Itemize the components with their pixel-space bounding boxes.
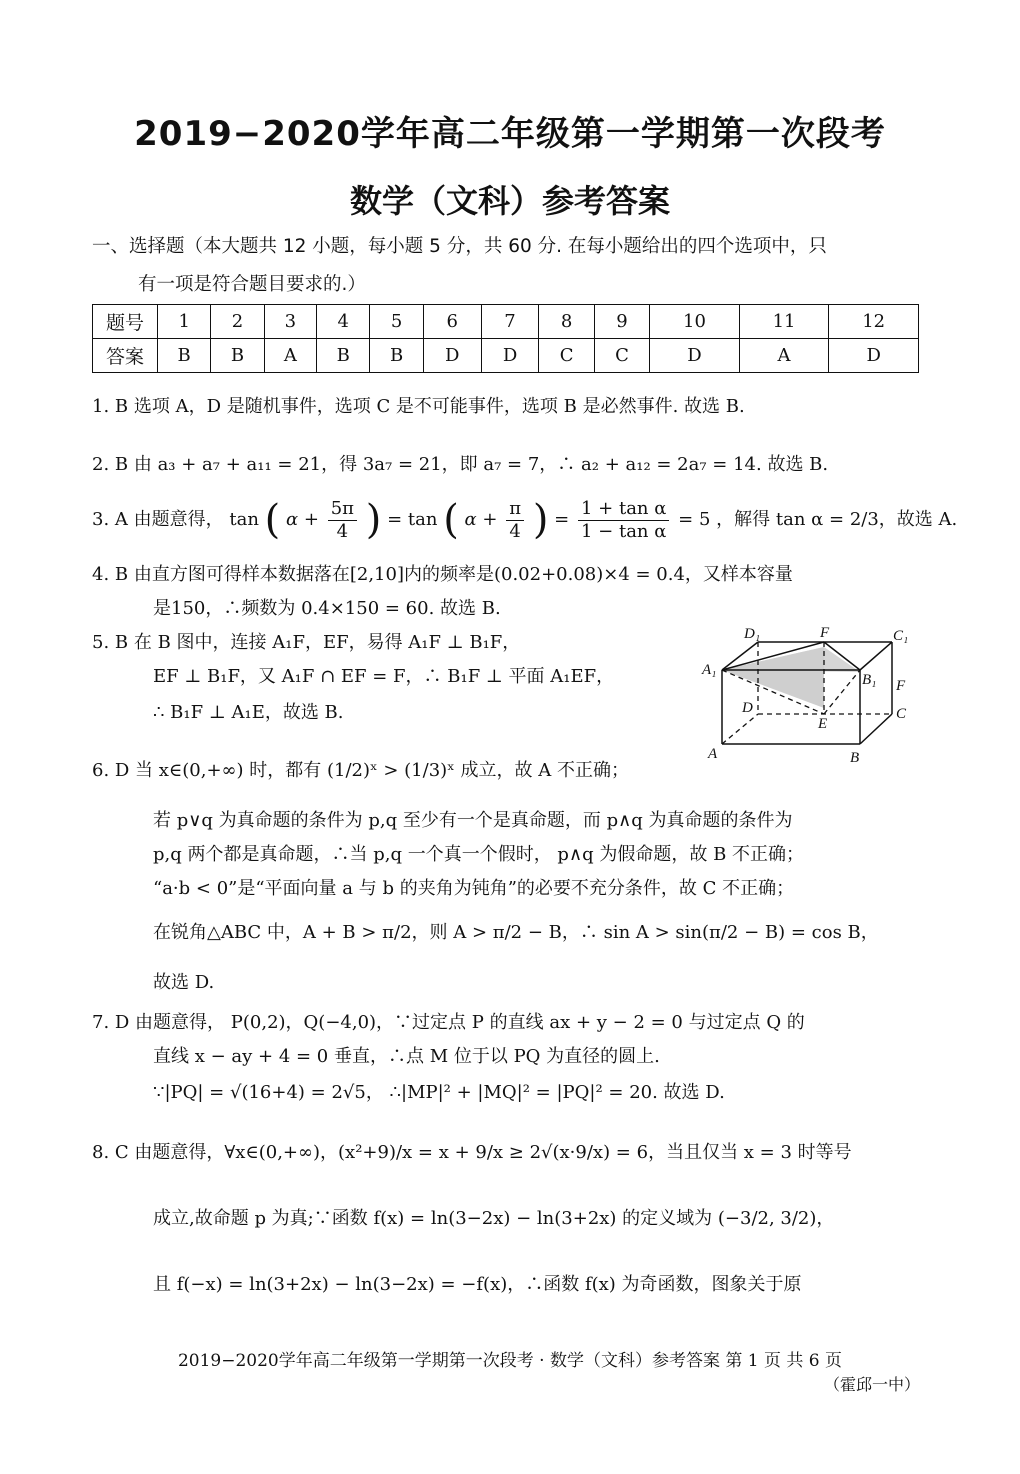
- table-cell: D: [650, 339, 740, 373]
- label-E: E: [818, 716, 828, 732]
- label-D: D: [742, 700, 753, 716]
- solution-6-line-3: p,q 两个都是真命题，∴当 p,q 一个真一个假时， p∧q 为假命题，故 B 不正确；: [153, 844, 805, 865]
- solution-4-line-2: 是150，∴频数为 0.4×150 = 60. 故选 B.: [153, 598, 501, 619]
- page-title: 2019−2020学年高二年级第一学期第一次段考: [134, 114, 886, 154]
- table-cell: A: [739, 339, 829, 373]
- solution-7-line-3: ∵|PQ| = √(16+4) = 2√5， ∴|MP|² + |MQ|² = |PQ|² = 20. 故选 D.: [153, 1082, 725, 1103]
- q3-tan: tan: [229, 509, 259, 530]
- solution-3: 3. A 由题意得， tan ( α + $\frac{5\pi}{4}$ ) = tan ( α + $\frac{\pi}{4}$ ) = $\frac{\text{1 + tan α}}{\text{1 − tan α}}$ = 5 ，解得 tan α = 2/3，故选 A.: [92, 497, 958, 543]
- table-cell: B: [158, 339, 211, 373]
- table-cell: 6: [423, 305, 481, 339]
- table-cell: 5: [370, 305, 423, 339]
- q3-alpha-1: α +: [286, 509, 319, 530]
- page-subtitle: 数学（文科）参考答案: [349, 182, 670, 220]
- cuboid-figure: [700, 622, 922, 772]
- solution-7-line-2: 直线 x − ay + 4 = 0 垂直，∴点 M 位于以 PQ 为直径的圆上.: [153, 1046, 660, 1067]
- table-row-answers: [93, 339, 919, 373]
- label-A1: A₁: [702, 662, 717, 678]
- table-cell: 10: [650, 305, 740, 339]
- table-cell: C: [539, 339, 594, 373]
- table-cell: B: [211, 339, 264, 373]
- solution-6-line-4: “a·b < 0”是“平面向量 a 与 b 的夹角为钝角”的必要不充分条件，故 C 不正确；: [153, 878, 795, 899]
- table-cell: 11: [739, 305, 829, 339]
- q3-eq-3: = 5: [678, 509, 711, 530]
- table-cell: D: [481, 339, 539, 373]
- table-header-answer: 答案: [93, 339, 158, 373]
- q3-eq-2: =: [554, 509, 570, 530]
- q3-alpha-2: α +: [464, 509, 498, 530]
- table-cell: D: [829, 339, 919, 373]
- table-cell: C: [594, 339, 649, 373]
- table-cell: 2: [211, 305, 264, 339]
- solution-8-line-3: 且 f(−x) = ln(3+2x) − ln(3−2x) = −f(x)，∴函数 f(x) 为奇函数，图象关于原: [153, 1274, 802, 1295]
- table-cell: 3: [264, 305, 316, 339]
- table-cell: B: [370, 339, 423, 373]
- table-cell: 7: [481, 305, 539, 339]
- solution-4-line-1: 4. B 由直方图可得样本数据落在[2,10]内的频率是(0.02+0.08)×4 = 0.4，又样本容量: [92, 564, 793, 585]
- section-heading: [92, 228, 922, 304]
- fraction-tan: $\frac{\text{1 + tan α}}{\text{1 − tan α}}$: [578, 498, 669, 543]
- solution-6-line-1: 6. D 当 x∈(0,+∞) 时，都有 (1/2)ˣ > (1/3)ˣ 成立，故 A 不正确；: [92, 760, 629, 781]
- table-cell: B: [317, 339, 370, 373]
- solution-6-line-5: 在锐角△ABC 中，A + B > π/2，则 A > π/2 − B，∴ sin A > sin(π/2 − B) = cos B，: [153, 922, 879, 943]
- footer-school: （霍邱一中）: [823, 1375, 920, 1394]
- label-A: A: [708, 746, 718, 762]
- label-D1: D₁: [744, 626, 761, 642]
- table-cell: A: [264, 339, 316, 373]
- label-F-side: F: [896, 678, 906, 694]
- table-header-number: 题号: [93, 305, 158, 339]
- solution-6-line-2: 若 p∨q 为真命题的条件为 p,q 至少有一个是真命题，而 p∧q 为真命题的条件为: [153, 810, 793, 831]
- solution-3-prefix: 3. A 由题意得，: [92, 509, 224, 530]
- table-cell: D: [423, 339, 481, 373]
- section-line-2: 有一项是符合题目要求的.）: [138, 274, 366, 295]
- solution-3-suffix: ，解得 tan α = 2/3，故选 A.: [716, 509, 958, 530]
- table-cell: 9: [594, 305, 649, 339]
- solution-8-line-2: 成立,故命题 p 为真;∵函数 f(x) = ln(3−2x) − ln(3+2x) 的定义域为 (−3/2, 3/2)，: [153, 1208, 835, 1229]
- fraction-pi-4: $\frac{\pi}{4}$: [506, 498, 524, 543]
- answer-table: [92, 304, 919, 373]
- table-cell: 8: [539, 305, 594, 339]
- solution-5-line-1: 5. B 在 B 图中，连接 A₁F，EF，易得 A₁F ⊥ B₁F，: [92, 632, 521, 653]
- solution-5-line-2: EF ⊥ B₁F，又 A₁F ∩ EF = F，∴ B₁F ⊥ 平面 A₁EF，: [153, 666, 615, 687]
- table-cell: 4: [317, 305, 370, 339]
- q3-eq-1: = tan: [387, 509, 438, 530]
- fraction-5pi-4: $\frac{5\pi}{4}$: [328, 498, 357, 543]
- solution-6-line-6: 故选 D.: [153, 972, 215, 993]
- section-line-1: 一、选择题（本大题共 12 小题，每小题 5 分，共 60 分. 在每小题给出的四个选项中，只: [92, 236, 827, 257]
- solution-5-line-3: ∴ B₁F ⊥ A₁E，故选 B.: [153, 702, 344, 723]
- label-B1: B₁: [862, 672, 877, 688]
- table-row-numbers: [93, 305, 919, 339]
- label-F-top: F: [820, 625, 830, 641]
- page-footer: 2019−2020学年高二年级第一学期第一次段考 · 数学（文科）参考答案 第 1 页 共 6 页: [177, 1351, 843, 1371]
- label-C: C: [896, 706, 907, 722]
- solution-1: 1. B 选项 A，D 是随机事件，选项 C 是不可能事件，选项 B 是必然事件. 故选 B.: [92, 396, 745, 417]
- solution-8-line-1: 8. C 由题意得，∀x∈(0,+∞)，(x²+9)/x = x + 9/x ≥ 2√(x·9/x) = 6，当且仅当 x = 3 时等号: [92, 1142, 852, 1163]
- label-B: B: [850, 750, 860, 766]
- label-C1: C₁: [893, 628, 909, 644]
- table-cell: 1: [158, 305, 211, 339]
- table-cell: 12: [829, 305, 919, 339]
- solution-2: 2. B 由 a₃ + a₇ + a₁₁ = 21，得 3a₇ = 21，即 a₇ = 7，∴ a₂ + a₁₂ = 2a₇ = 14. 故选 B.: [92, 454, 829, 475]
- solution-7-line-1: 7. D 由题意得， P(0,2)，Q(−4,0)，∵过定点 P 的直线 ax + y − 2 = 0 与过定点 Q 的: [92, 1012, 805, 1033]
